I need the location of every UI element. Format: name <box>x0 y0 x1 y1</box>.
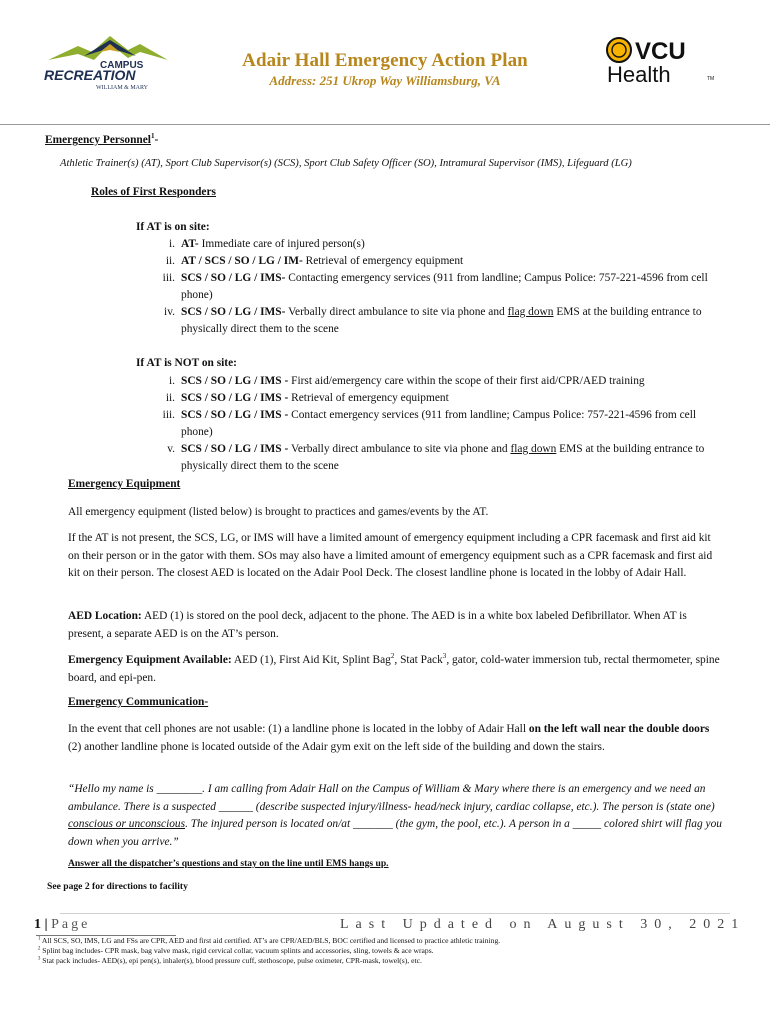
page-address: Address: 251 Ukrop Way Williamsburg, VA <box>269 73 501 88</box>
list-role: SCS / SO / LG / IMS- <box>181 306 286 318</box>
list-text-end: EMS at the building entrance to physically direct them to the scene <box>181 443 705 472</box>
equipment-available-text-3: , gator, cold-water immersion tub, rectal thermometer, spine board, and epi-pen. <box>68 654 720 684</box>
list-number: v. <box>167 443 175 455</box>
footnote-number: 1 <box>38 936 41 942</box>
logo-recreation-text: RECREATION <box>44 67 136 83</box>
page-title: Adair Hall Emergency Action Plan <box>242 50 528 71</box>
aed-location-label: AED Location: <box>68 610 142 622</box>
footnote-number: 2 <box>38 946 41 952</box>
list-item <box>137 390 727 407</box>
communication-text-2: (2) another landline phone is located outside of the Adair gym exit on the left side of the building and down the stairs. <box>68 740 605 753</box>
vcu-seal-icon <box>605 36 717 84</box>
logo-wm-text: WILLIAM & MARY <box>96 85 148 91</box>
list-text: Verbally direct ambulance to site via phone and <box>288 443 511 455</box>
list-number: ii. <box>165 255 175 267</box>
equipment-available-paragraph <box>68 652 723 687</box>
call-script-quote <box>68 781 728 851</box>
footnote-ref-2: 2 <box>390 652 395 661</box>
aed-location-text: AED (1) is stored on the pool deck, adjacent to the phone. The AED is in a white box labeled Defibrillator. When AT is present, a separate AED is on the AT’s person. <box>68 610 687 640</box>
vcu-health-logo <box>605 36 717 84</box>
list-text: Contact emergency services (911 from landline; Campus Police: 757-221-4596 from cell phone) <box>181 409 697 438</box>
personnel-heading <box>45 132 158 149</box>
communication-heading: Emergency Communication- <box>68 696 209 708</box>
list-item <box>137 236 727 253</box>
list-number: iv. <box>164 306 175 318</box>
equipment-paragraph-2: If the AT is not present, the SCS, LG, or IMS will have a limited amount of emergency equipment including a CPR facemask and first aid kit on their person or in the gator with them. SOs may also have a limited amount of emergency equipment such as a CPR facemask and first aid kit on their person. The closest AED is located on the Adair Pool Deck. The closest landline phone is located in the lobby of Adair Hall. <box>68 532 713 579</box>
footnote-2 <box>38 946 728 956</box>
list-role: SCS / SO / LG / IMS- <box>181 272 286 284</box>
logo-vcu-text: VCU <box>635 38 686 65</box>
page-number <box>34 917 90 933</box>
list-number: ii. <box>165 392 175 404</box>
quote-underline-text: conscious or unconscious <box>68 818 186 830</box>
dispatcher-instruction: Answer all the dispatcher’s questions and stay on the line until EMS hangs up. <box>68 858 389 869</box>
list-item <box>137 304 727 338</box>
list-item <box>137 270 727 304</box>
list-role: SCS / SO / LG / IMS - <box>181 392 289 404</box>
aed-location-paragraph <box>68 608 723 643</box>
list-role: AT / SCS / SO / LG / IM- <box>181 255 303 267</box>
list-item <box>137 253 727 270</box>
footnote-text: Splint bag includes- CPR mask, bag valve mask, rigid cervical collar, vacuum splints and accessories, sling, towels & ace wraps. <box>42 946 434 955</box>
onsite-list <box>137 236 727 338</box>
list-text: Retrieval of emergency equipment <box>288 392 449 404</box>
list-number: iii. <box>162 272 175 284</box>
personnel-footnote-ref: 1 <box>150 132 155 141</box>
list-text: Retrieval of emergency equipment <box>302 255 464 267</box>
equipment-available-text: AED (1), First Aid Kit, Splint Bag <box>231 654 391 666</box>
list-text-end: EMS at the building entrance to physically direct them to the scene <box>181 306 702 335</box>
quote-text: “Hello my name is ________. I am calling from Adair Hall on the Campus of William & Mary where there is an emergency and we need an ambulance. There is a suspected ______ (describe suspected injury/illness- head/neck injury, cardiac collapse, etc.). The person is (state one) <box>68 783 715 813</box>
list-role: SCS / SO / LG / IMS - <box>181 375 289 387</box>
footnote-text: Stat pack includes- AED(s), epi pen(s), inhaler(s), blood pressure cuff, stethoscope, pulse oximeter, CPR-mask, towel(s), etc. <box>42 956 422 965</box>
flag-down-text: flag down <box>510 443 557 455</box>
footnote-1 <box>38 936 728 946</box>
logo-tm-text: TM <box>707 76 715 82</box>
page-number-value: 1 <box>34 917 41 932</box>
list-item <box>137 373 727 390</box>
communication-paragraph <box>68 721 723 756</box>
list-number: iii. <box>162 409 175 421</box>
offsite-heading: If AT is NOT on site: <box>136 357 237 369</box>
list-text: Verbally direct ambulance to site via phone and <box>285 306 508 318</box>
see-page-note: See page 2 for directions to facility <box>47 881 188 892</box>
list-role: AT- <box>181 238 199 250</box>
personnel-heading-suffix: - <box>154 134 159 146</box>
list-number: i. <box>168 238 175 250</box>
offsite-list <box>137 373 727 475</box>
list-text: First aid/emergency care within the scope of their first aid/CPR/AED training <box>288 375 645 387</box>
header-divider <box>0 124 770 125</box>
quote-text-2: . The injured person is located on/at _______ (the gym, the pool, etc.). A person in a _____ colored shirt will flag you down when you arrive.” <box>68 818 722 848</box>
footnote-3 <box>38 956 728 966</box>
roles-heading: Roles of First Responders <box>91 186 216 198</box>
page-label: Page <box>51 917 91 932</box>
list-text: Contacting emergency services (911 from landline; Campus Police: 757-221-4596 from cell phone) <box>181 272 708 301</box>
personnel-list: Athletic Trainer(s) (AT), Sport Club Supervisor(s) (SCS), Sport Club Safety Officer (SO), Intramural Supervisor (IMS), Lifeguard (LG) <box>60 158 632 169</box>
footnote-text: All SCS, SO, IMS, LG and FSs are CPR, AED and first aid certified. AT’s are CPR/AED/BLS, BOC certified and licensed to practice athletic training. <box>41 936 501 945</box>
list-number: i. <box>168 375 175 387</box>
last-updated: Last Updated on August 30, 2021 <box>340 917 746 932</box>
logo-health-text: Health <box>607 62 671 84</box>
equipment-available-text-2: , Stat Pack <box>394 654 443 666</box>
list-role: SCS / SO / LG / IMS - <box>181 443 289 455</box>
footnote-ref-3: 3 <box>442 652 447 661</box>
communication-text: In the event that cell phones are not usable: (1) a landline phone is located in the lobby of Adair Hall <box>68 723 529 735</box>
page-separator: | <box>44 917 48 932</box>
flag-down-text: flag down <box>507 306 554 318</box>
logo-campus-text: CAMPUS <box>100 60 144 71</box>
equipment-heading: Emergency Equipment <box>68 478 181 490</box>
personnel-heading-text: Emergency Personnel <box>45 134 151 146</box>
list-text: Immediate care of injured person(s) <box>198 238 365 250</box>
onsite-heading: If AT is on site: <box>136 221 210 233</box>
communication-bold-text: on the left wall near the double doors <box>528 723 710 735</box>
footnote-number: 3 <box>38 956 41 962</box>
list-item <box>137 441 727 475</box>
footer-divider <box>60 913 730 914</box>
equipment-paragraph-1: All emergency equipment (listed below) is brought to practices and games/events by the AT. <box>68 506 489 518</box>
list-role: SCS / SO / LG / IMS - <box>181 409 289 421</box>
list-item <box>137 407 727 441</box>
equipment-available-label: Emergency Equipment Available: <box>68 654 232 666</box>
